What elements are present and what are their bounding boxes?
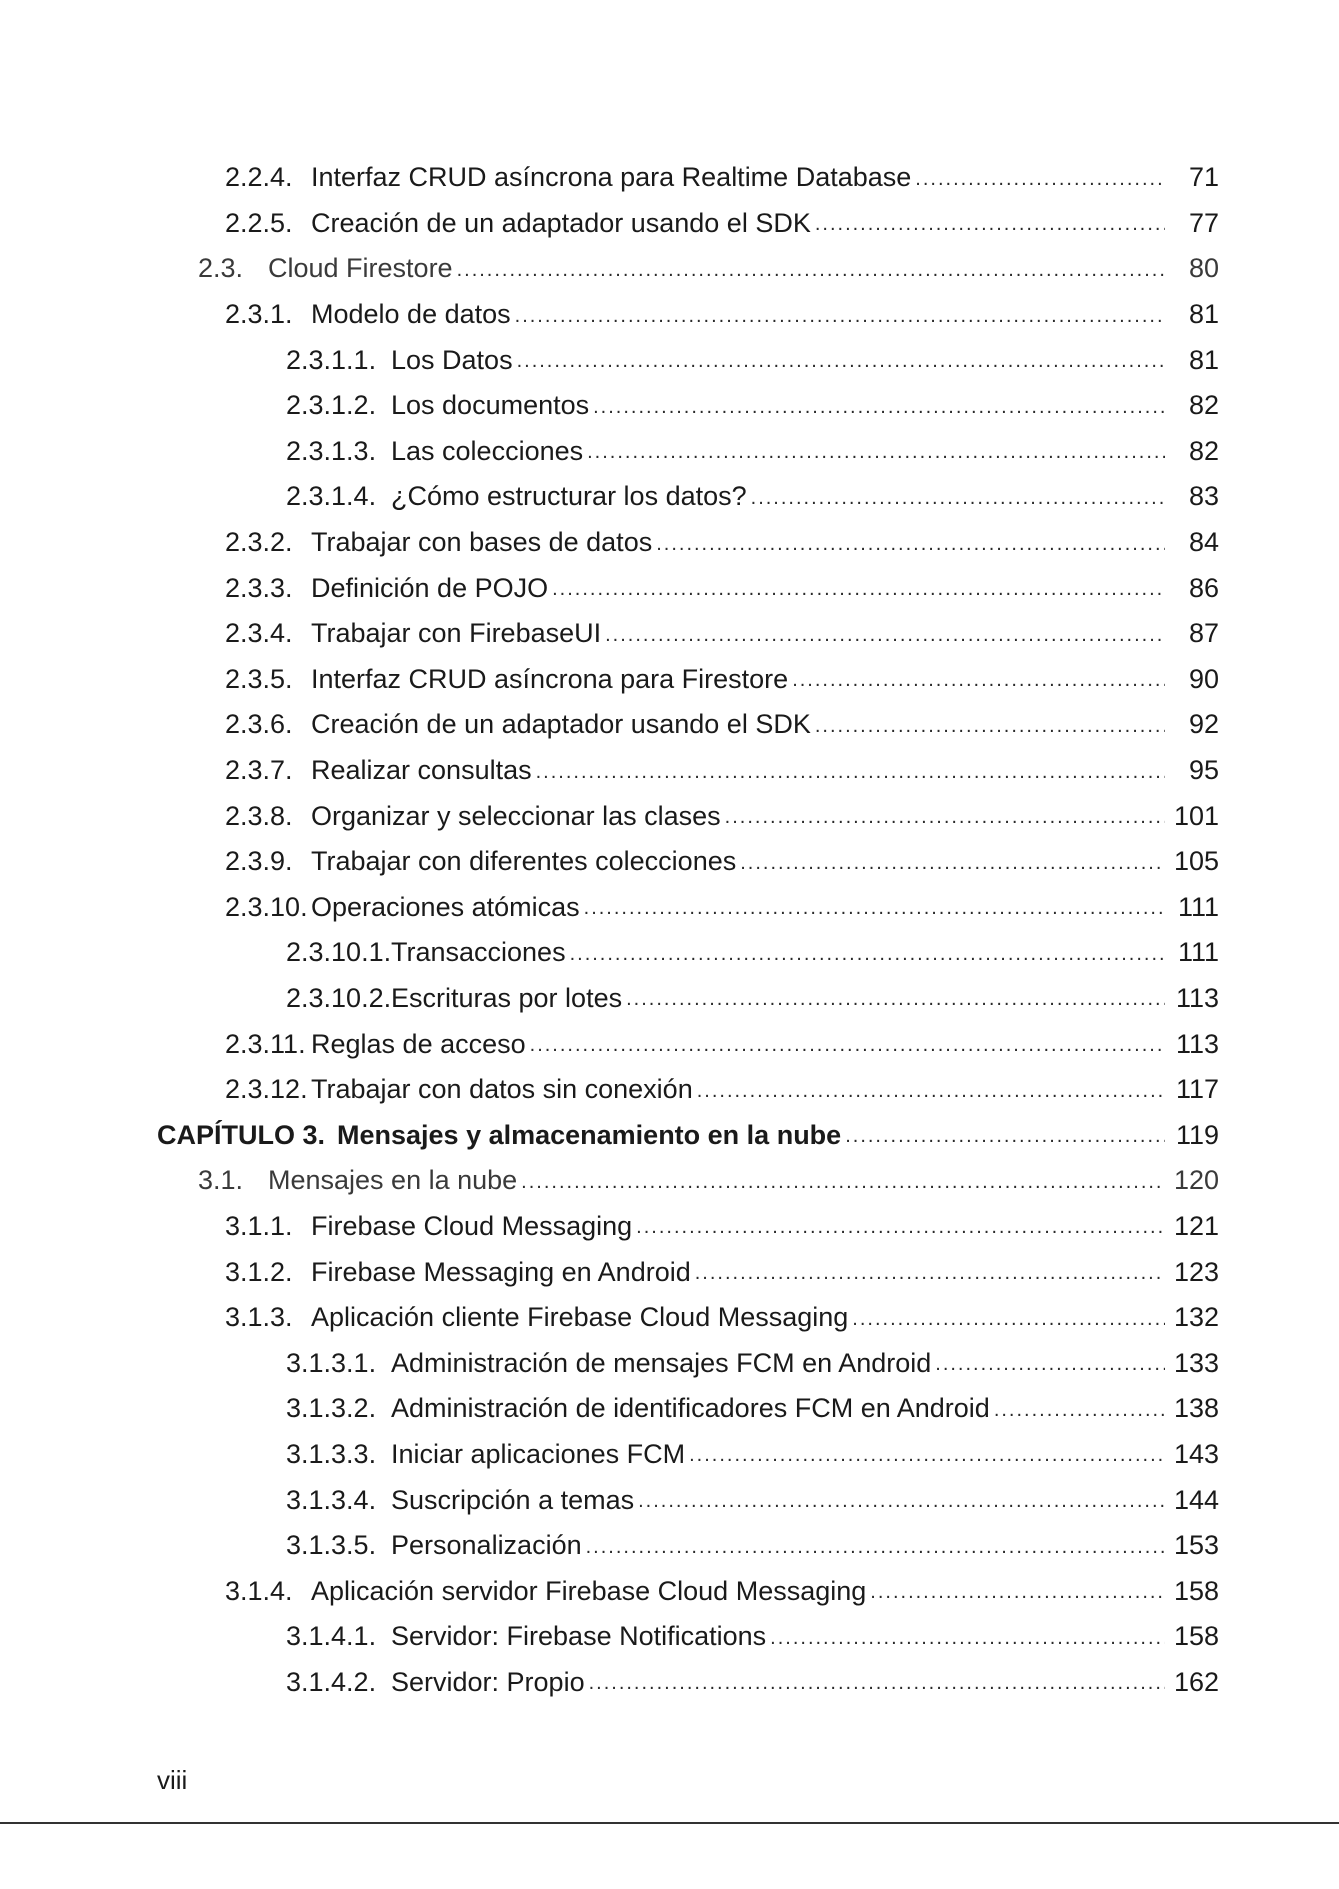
- toc-dot-leader: [586, 1531, 1165, 1561]
- toc-entry-number: 3.1.3.4.: [286, 1484, 377, 1515]
- toc-entry-title: Firebase Cloud Messaging: [311, 1210, 633, 1241]
- toc-entry-page: 80: [1188, 253, 1219, 284]
- toc-entry-title: Cloud Firestore: [268, 253, 453, 284]
- toc-dot-leader: [636, 1211, 1165, 1241]
- toc-entry[interactable]: [0, 1523, 1339, 1569]
- toc-dot-leader: [521, 1166, 1165, 1196]
- toc-dot-leader: [587, 436, 1165, 466]
- toc-entry[interactable]: [0, 976, 1339, 1022]
- toc-entry-number: 3.1.4.1.: [286, 1621, 377, 1652]
- toc-entry[interactable]: [0, 1386, 1339, 1432]
- toc-entry[interactable]: [0, 1660, 1339, 1706]
- toc-entry-page: 111: [1177, 891, 1219, 922]
- toc-entry-title: Interfaz CRUD asíncrona para Firestore: [311, 663, 789, 694]
- toc-entry[interactable]: [0, 337, 1339, 383]
- table-of-contents: [0, 155, 1339, 1705]
- toc-entry-title: Interfaz CRUD asíncrona para Realtime Database: [311, 162, 912, 193]
- toc-entry-page: 81: [1188, 299, 1219, 330]
- toc-dot-leader: [725, 801, 1165, 831]
- toc-entry-number: 2.3.8.: [225, 800, 293, 831]
- toc-entry-page: 119: [1175, 1119, 1219, 1150]
- toc-entry-page: 144: [1173, 1484, 1219, 1515]
- toc-entry-number: 2.2.4.: [225, 162, 293, 193]
- toc-entry[interactable]: [0, 657, 1339, 703]
- toc-entry[interactable]: [0, 748, 1339, 794]
- toc-entry[interactable]: [0, 383, 1339, 429]
- toc-dot-leader: [570, 938, 1165, 968]
- toc-entry-page: 82: [1188, 435, 1219, 466]
- toc-entry-number: 2.3.1.2.: [286, 390, 377, 421]
- toc-entry-title: Los Datos: [391, 344, 513, 375]
- toc-entry-number: 3.1.3.3.: [286, 1438, 377, 1469]
- toc-entry-number: 2.3.7.: [225, 755, 293, 786]
- toc-entry-title: Creación de un adaptador usando el SDK: [311, 207, 811, 238]
- toc-entry[interactable]: [0, 1021, 1339, 1067]
- toc-entry-number: 3.1.3.2.: [286, 1393, 377, 1424]
- toc-dot-leader: [815, 208, 1165, 238]
- toc-entry-title: Personalización: [391, 1530, 582, 1561]
- toc-entry-page: 86: [1188, 572, 1219, 603]
- toc-entry-title: Los documentos: [391, 390, 590, 421]
- toc-dot-leader: [593, 391, 1165, 421]
- toc-entry-title: Administración de mensajes FCM en Android: [391, 1347, 932, 1378]
- toc-dot-leader: [870, 1576, 1165, 1606]
- toc-entry-number: 3.1.4.: [225, 1575, 293, 1606]
- toc-entry-number: CAPÍTULO 3.: [157, 1119, 326, 1150]
- toc-entry-title: Las colecciones: [391, 435, 584, 466]
- toc-entry[interactable]: [0, 429, 1339, 475]
- toc-entry-title: Administración de identificadores FCM en Android: [391, 1393, 990, 1424]
- toc-entry-title: Aplicación cliente Firebase Cloud Messaging: [311, 1302, 849, 1333]
- toc-dot-leader: [584, 892, 1165, 922]
- toc-entry-title: Firebase Messaging en Android: [311, 1256, 691, 1287]
- toc-entry-title: Creación de un adaptador usando el SDK: [311, 709, 811, 740]
- toc-entry-number: 2.3.: [198, 253, 244, 284]
- toc-entry[interactable]: [0, 1204, 1339, 1250]
- toc-entry[interactable]: [0, 930, 1339, 976]
- toc-entry-page: 133: [1173, 1347, 1219, 1378]
- toc-entry-number: 2.2.5.: [225, 207, 293, 238]
- toc-entry-title: Transacciones: [391, 937, 566, 968]
- toc-dot-leader: [994, 1394, 1165, 1424]
- toc-entry-number: 3.1.3.: [225, 1302, 293, 1333]
- toc-dot-leader: [536, 756, 1165, 786]
- footer-rule: [0, 1822, 1339, 1824]
- toc-entry-title: Trabajar con bases de datos: [311, 527, 653, 558]
- toc-entry[interactable]: [0, 565, 1339, 611]
- toc-dot-leader: [605, 619, 1165, 649]
- toc-entry-page: 90: [1188, 663, 1219, 694]
- toc-entry-title: Escrituras por lotes: [391, 982, 623, 1013]
- toc-entry-page: 71: [1188, 162, 1219, 193]
- toc-entry-title: Mensajes en la nube: [268, 1165, 518, 1196]
- toc-entry-page: 105: [1173, 846, 1219, 877]
- toc-entry[interactable]: [0, 1158, 1339, 1204]
- toc-entry-page: 92: [1188, 709, 1219, 740]
- toc-entry-page: 162: [1173, 1666, 1219, 1697]
- toc-entry-page: 143: [1173, 1438, 1219, 1469]
- toc-dot-leader: [697, 1075, 1165, 1105]
- toc-entry-number: 2.3.5.: [225, 663, 293, 694]
- toc-entry-number: 2.3.1.1.: [286, 344, 377, 375]
- toc-entry[interactable]: [0, 1249, 1339, 1295]
- toc-entry[interactable]: [0, 1067, 1339, 1113]
- toc-dot-leader: [845, 1120, 1165, 1150]
- toc-entry[interactable]: [0, 1614, 1339, 1660]
- toc-dot-leader: [517, 345, 1165, 375]
- toc-entry-number: 3.1.2.: [225, 1256, 293, 1287]
- toc-entry-page: 81: [1188, 344, 1219, 375]
- toc-entry-number: 2.3.10.: [225, 891, 308, 922]
- toc-entry-title: Definición de POJO: [311, 572, 549, 603]
- toc-entry-title: Reglas de acceso: [311, 1028, 526, 1059]
- toc-dot-leader: [689, 1439, 1165, 1469]
- toc-entry-number: 3.1.: [198, 1165, 244, 1196]
- toc-entry[interactable]: [0, 702, 1339, 748]
- toc-entry[interactable]: [0, 1295, 1339, 1341]
- toc-entry-title: Trabajar con FirebaseUI: [311, 618, 602, 649]
- toc-entry-title: Trabajar con diferentes colecciones: [311, 846, 737, 877]
- toc-entry-page: 84: [1188, 527, 1219, 558]
- toc-entry[interactable]: [0, 1432, 1339, 1478]
- toc-entry-number: 2.3.9.: [225, 846, 293, 877]
- toc-entry-page: 117: [1175, 1074, 1219, 1105]
- toc-dot-leader: [751, 482, 1165, 512]
- toc-dot-leader: [815, 710, 1165, 740]
- toc-entry-title: Iniciar aplicaciones FCM: [391, 1438, 686, 1469]
- toc-entry-page: 111: [1177, 937, 1219, 968]
- toc-entry-page: 132: [1173, 1302, 1219, 1333]
- toc-dot-leader: [457, 254, 1165, 284]
- toc-entry-title: Servidor: Firebase Notifications: [391, 1621, 767, 1652]
- toc-entry-page: 158: [1173, 1575, 1219, 1606]
- toc-dot-leader: [915, 163, 1165, 193]
- toc-entry[interactable]: [0, 1477, 1339, 1523]
- toc-entry-number: 2.3.1.: [225, 299, 293, 330]
- toc-entry-number: 2.3.3.: [225, 572, 293, 603]
- toc-entry-number: 3.1.4.2.: [286, 1666, 377, 1697]
- toc-entry[interactable]: [0, 246, 1339, 292]
- toc-entry[interactable]: [0, 155, 1339, 201]
- toc-entry[interactable]: [0, 885, 1339, 931]
- toc-entry-number: 2.3.1.3.: [286, 435, 377, 466]
- toc-entry-page: 113: [1175, 982, 1219, 1013]
- toc-entry-page: 82: [1188, 390, 1219, 421]
- toc-dot-leader: [626, 983, 1165, 1013]
- toc-dot-leader: [589, 1667, 1165, 1697]
- toc-entry[interactable]: [0, 1340, 1339, 1386]
- toc-entry-number: 2.3.12.: [225, 1074, 308, 1105]
- toc-entry-number: 2.3.4.: [225, 618, 293, 649]
- toc-entry-number: 2.3.10.2.: [286, 982, 392, 1013]
- toc-entry[interactable]: [0, 1112, 1339, 1158]
- toc-entry[interactable]: [0, 520, 1339, 566]
- toc-dot-leader: [530, 1029, 1165, 1059]
- toc-entry[interactable]: [0, 611, 1339, 657]
- toc-entry-page: 95: [1188, 755, 1219, 786]
- toc-entry-page: 87: [1188, 618, 1219, 649]
- toc-entry-title: Modelo de datos: [311, 299, 511, 330]
- toc-entry[interactable]: [0, 201, 1339, 247]
- toc-dot-leader: [770, 1622, 1165, 1652]
- toc-entry-title: Operaciones atómicas: [311, 891, 580, 922]
- toc-dot-leader: [515, 300, 1165, 330]
- toc-dot-leader: [740, 847, 1165, 877]
- toc-entry-page: 153: [1173, 1530, 1219, 1561]
- toc-entry-title: Mensajes y almacenamiento en la nube: [337, 1119, 842, 1150]
- toc-entry-number: 3.1.1.: [225, 1210, 293, 1241]
- toc-entry[interactable]: [0, 1568, 1339, 1614]
- toc-entry-page: 120: [1173, 1165, 1219, 1196]
- toc-entry-number: 2.3.2.: [225, 527, 293, 558]
- toc-entry-number: 2.3.6.: [225, 709, 293, 740]
- toc-entry-page: 121: [1173, 1210, 1219, 1241]
- toc-dot-leader: [638, 1485, 1165, 1515]
- toc-dot-leader: [935, 1348, 1165, 1378]
- toc-entry[interactable]: [0, 839, 1339, 885]
- toc-entry-page: 123: [1173, 1256, 1219, 1287]
- toc-dot-leader: [695, 1257, 1165, 1287]
- page-number: viii: [157, 1765, 188, 1795]
- toc-entry-title: Suscripción a temas: [391, 1484, 635, 1515]
- toc-entry[interactable]: [0, 474, 1339, 520]
- toc-entry-page: 158: [1173, 1621, 1219, 1652]
- toc-entry-number: 3.1.3.1.: [286, 1347, 377, 1378]
- toc-entry-number: 3.1.3.5.: [286, 1530, 377, 1561]
- toc-entry-title: Servidor: Propio: [391, 1666, 585, 1697]
- toc-entry-title: Aplicación servidor Firebase Cloud Messaging: [311, 1575, 867, 1606]
- toc-dot-leader: [852, 1303, 1165, 1333]
- toc-entry-title: Realizar consultas: [311, 755, 532, 786]
- toc-entry-page: 77: [1188, 207, 1219, 238]
- toc-entry-number: 2.3.11.: [225, 1028, 306, 1059]
- toc-entry-title: ¿Cómo estructurar los datos?: [391, 481, 747, 512]
- toc-entry-number: 2.3.10.1.: [286, 937, 392, 968]
- toc-entry-title: Trabajar con datos sin conexión: [311, 1074, 693, 1105]
- toc-entry[interactable]: [0, 793, 1339, 839]
- toc-dot-leader: [552, 573, 1165, 603]
- toc-entry-page: 101: [1173, 800, 1219, 831]
- toc-entry-page: 138: [1173, 1393, 1219, 1424]
- toc-dot-leader: [656, 528, 1165, 558]
- toc-entry-page: 113: [1175, 1028, 1219, 1059]
- toc-dot-leader: [792, 664, 1165, 694]
- toc-entry[interactable]: [0, 292, 1339, 338]
- toc-entry-page: 83: [1188, 481, 1219, 512]
- toc-entry-title: Organizar y seleccionar las clases: [311, 800, 721, 831]
- toc-entry-number: 2.3.1.4.: [286, 481, 377, 512]
